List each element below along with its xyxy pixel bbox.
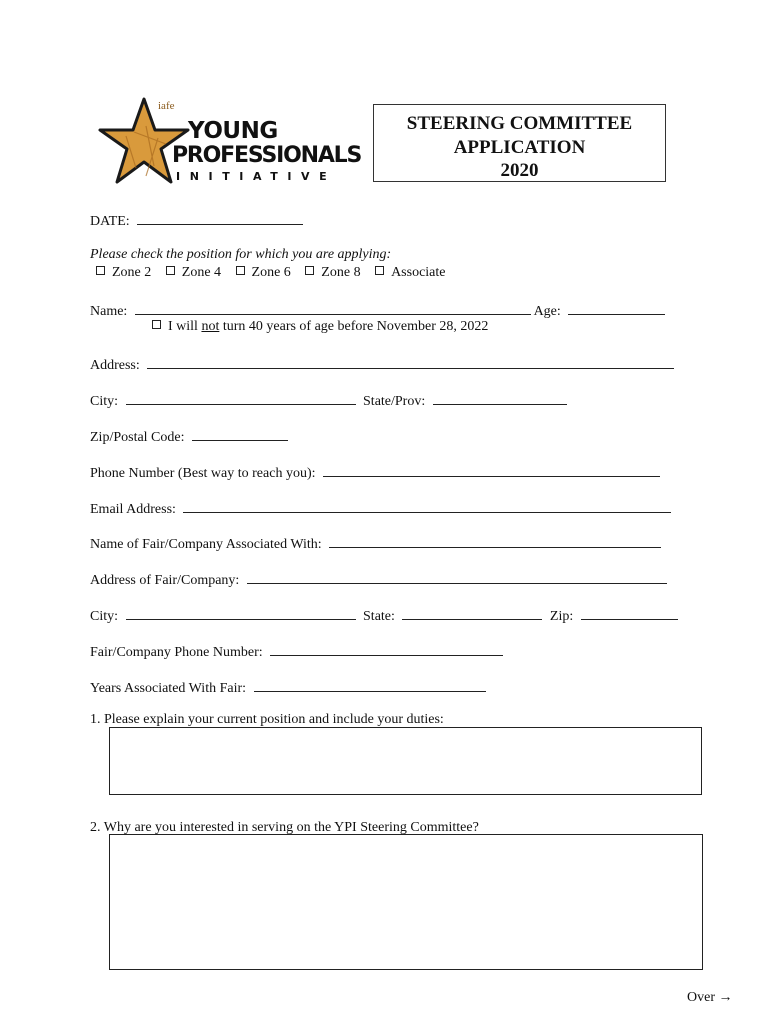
checkbox[interactable] [166, 266, 175, 275]
fair-city-row [90, 605, 678, 626]
zip-label: Zip/Postal Code: [90, 430, 185, 445]
email-row [90, 498, 671, 519]
question-1: 1. Please explain your current position and include your duties: [90, 712, 444, 727]
option-zone-6[interactable] [236, 265, 291, 280]
option-zone-4[interactable] [166, 265, 221, 280]
question-2: 2. Why are you interested in serving on the YPI Steering Committee? [90, 820, 479, 835]
fair-phone-row [90, 641, 503, 662]
checkbox[interactable] [375, 266, 384, 275]
position-options [96, 264, 457, 282]
age-confirm-checkbox[interactable] [152, 320, 161, 329]
age-confirm-text-pre: I will [168, 319, 198, 334]
age-confirm-row [152, 318, 488, 336]
email-field[interactable] [183, 498, 671, 513]
fair-zip-field[interactable] [581, 605, 678, 620]
answer-box-2[interactable] [109, 834, 703, 970]
age-confirm-text-post: turn 40 years of age before November 28, 2022 [222, 319, 489, 334]
state-prov-label: State/Prov: [363, 394, 426, 409]
over-indicator: Over → [687, 990, 733, 1005]
zip-field[interactable] [192, 426, 288, 441]
phone-label: Phone Number (Best way to reach you): [90, 466, 316, 481]
date-field[interactable] [137, 210, 303, 225]
fair-name-label: Name of Fair/Company Associated With: [90, 537, 322, 552]
name-label: Name: [90, 304, 128, 319]
checkbox[interactable] [96, 266, 105, 275]
option-zone-8[interactable] [305, 265, 360, 280]
option-label: Associate [391, 265, 446, 280]
fair-name-row [90, 533, 661, 554]
address-label: Address: [90, 358, 140, 373]
fair-address-row [90, 569, 667, 590]
address-field[interactable] [147, 354, 674, 369]
checkbox[interactable] [305, 266, 314, 275]
fair-address-field[interactable] [247, 569, 667, 584]
years-field[interactable] [254, 677, 486, 692]
title-line-2: APPLICATION [453, 136, 586, 158]
iafe-mark: iafe [158, 100, 175, 112]
title-line-1: STEERING COMMITTEE [406, 113, 633, 134]
name-field[interactable] [135, 300, 531, 315]
address-row [90, 354, 674, 375]
email-label: Email Address: [90, 502, 176, 517]
fair-city-label: City: [90, 609, 119, 624]
title-box [373, 104, 666, 182]
logo-initiative: INITIATIVE [176, 170, 337, 183]
date-label: DATE: [90, 214, 130, 229]
fair-name-field[interactable] [329, 533, 661, 548]
position-prompt: Please check the position for which you are applying: [90, 247, 392, 262]
age-field[interactable] [568, 300, 665, 315]
option-label: Zone 4 [181, 265, 222, 280]
fair-phone-field[interactable] [270, 641, 503, 656]
phone-row [90, 462, 660, 483]
option-label: Zone 6 [251, 265, 291, 280]
ypi-logo [96, 96, 362, 188]
fair-address-label: Address of Fair/Company: [90, 573, 240, 588]
fair-phone-label: Fair/Company Phone Number: [90, 645, 263, 660]
answer-box-1[interactable] [109, 727, 702, 795]
age-label: Age: [533, 304, 561, 319]
city-field[interactable] [126, 390, 356, 405]
fair-zip-label: Zip: [549, 609, 574, 624]
years-label: Years Associated With Fair: [90, 681, 247, 696]
fair-city-field[interactable] [126, 605, 356, 620]
option-zone-2[interactable] [96, 265, 151, 280]
zip-row [90, 426, 288, 447]
logo-young: YOUNG [188, 118, 278, 144]
option-associate[interactable] [375, 265, 445, 280]
age-confirm-not: not [201, 319, 220, 334]
state-prov-field[interactable] [433, 390, 567, 405]
city-label: City: [90, 394, 119, 409]
option-label: Zone 2 [112, 265, 152, 280]
title-year: 2020 [500, 160, 539, 181]
option-label: Zone 8 [321, 265, 361, 280]
checkbox[interactable] [236, 266, 245, 275]
phone-field[interactable] [323, 462, 660, 477]
logo-professionals: PROFESSIONALS [172, 143, 362, 168]
city-row [90, 390, 567, 411]
fair-state-field[interactable] [402, 605, 542, 620]
fair-state-label: State: [363, 609, 395, 624]
years-row [90, 677, 486, 698]
date-row [90, 210, 303, 231]
